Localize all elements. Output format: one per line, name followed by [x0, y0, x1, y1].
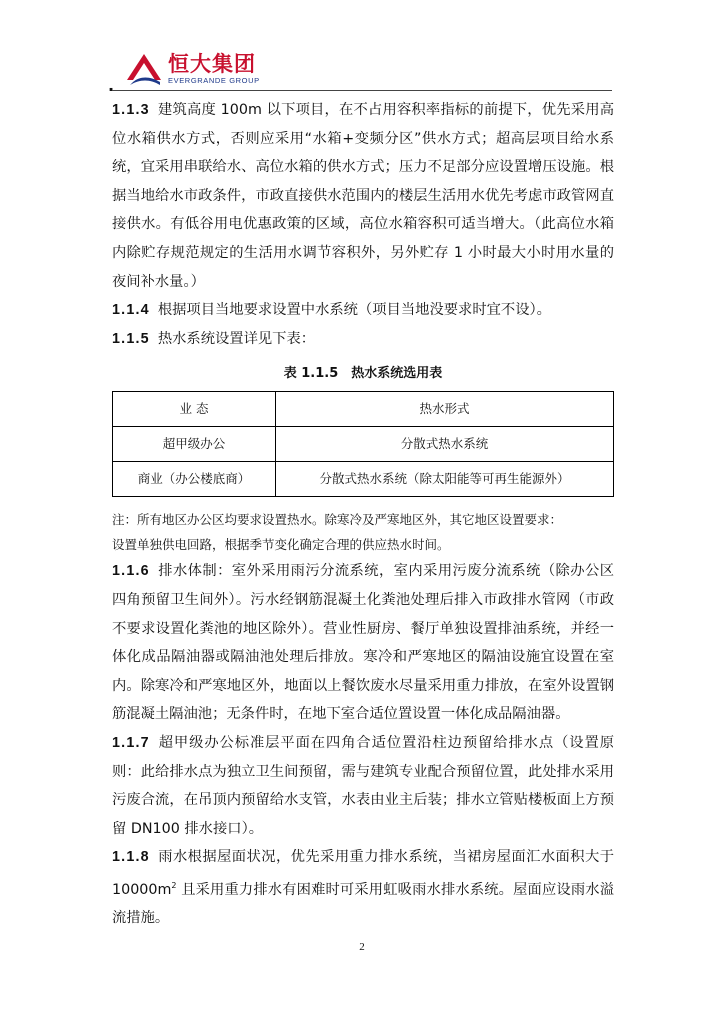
table-header-cell: 热水形式 [276, 392, 614, 427]
table-cell: 超甲级办公 [113, 427, 276, 462]
section-number: 1.1.4 [112, 302, 150, 319]
section-1-1-4 [112, 296, 614, 325]
table-title: 表 1.1.5 热水系统选用表 [283, 366, 443, 382]
logo-text [168, 52, 260, 85]
page-number: 2 [359, 941, 365, 953]
section-text: 根据项目当地要求设置中水系统（项目当地没要求时宜不设）。 [157, 302, 551, 319]
section-1-1-5 [112, 325, 614, 354]
page-header [108, 52, 260, 95]
section-1-1-8 [112, 843, 614, 933]
table-cell: 分散式热水系统 [276, 427, 614, 462]
table-header-cell: 业 态 [113, 392, 276, 427]
section-text: 雨水根据屋面状况，优先采用重力排水系统，当裙房屋面汇水面积大于 10000m [112, 849, 614, 898]
table-cell: 分散式热水系统（除太阳能等可再生能源外） [276, 462, 614, 497]
header-divider [112, 90, 612, 91]
table-row [113, 427, 614, 462]
section-1-1-7 [112, 729, 614, 843]
section-text-cont: 且采用重力排水有困难时可采用虹吸雨水排水系统。屋面应设雨水溢流措施。 [112, 881, 614, 927]
section-number: 1.1.5 [112, 330, 150, 347]
section-number: 1.1.3 [112, 102, 150, 118]
table-header-row [113, 392, 614, 427]
table-note [112, 507, 614, 557]
section-number: 1.1.8 [112, 849, 150, 866]
section-text: 建筑高度 100m 以下项目，在不占用容积率指标的前提下，优先采用高位水箱供水方式，否则应采用“水箱+变频分区”供水方式；超高层项目给水系统，宜采用串联给水、高位水箱的供水方式；压力不足部分应设置增压设施。根据当地给水市政条件，市政直接供水范围内的楼层生活用水优先考虑市政管网直接供水。有低谷用电优惠政策的区域，高位水箱容积可适当增大。（此高位水箱内除贮存规范规定的生活用水调节容积外，另外贮存 1 小时最大小时用水量的夜间补水量。） [112, 102, 614, 290]
section-text: 排水体制：室外采用雨污分流系统，室内采用污废分流系统（除办公区四角预留卫生间外）。污水经钢筋混凝土化粪池处理后排入市政排水管网（市政不要求设置化粪池的地区除外）。营业性厨房、餐厅单独设置排油系统，并经一体化成品隔油器或隔油池处理后排放。寒冷和严寒地区的隔油设施宜设置在室内。除寒冷和严寒地区外，地面以上餐饮废水尽量采用重力排放，在室外设置钢筋混凝土隔油池；无条件时，在地下室合适位置设置一体化成品隔油器。 [112, 563, 614, 723]
logo-chinese-name: 恒大集团 [168, 52, 256, 76]
hot-water-system-table [112, 391, 614, 497]
header-dot: . [108, 76, 115, 95]
section-text: 超甲级办公标准层平面在四角合适位置沿柱边预留给排水点（设置原则：此给排水点为独立卫生间预留，需与建筑专业配合预留位置，此处排水采用污废合流，在吊顶内预留给水支管，水表由业主后装；排水立管贴楼板面上方预留 DN100 排水接口）。 [112, 734, 614, 837]
document-body [112, 96, 614, 933]
table-cell: 商业（办公楼底商） [113, 462, 276, 497]
section-number: 1.1.7 [112, 734, 150, 751]
note-line-2: 设置单独供电回路，根据季节变化确定合理的供应热水时间。 [112, 537, 450, 553]
section-text: 热水系统设置详见下表： [157, 330, 316, 347]
section-1-1-3 [112, 96, 614, 296]
table-row [113, 462, 614, 497]
logo-english-name: EVERGRANDE GROUP [168, 76, 260, 85]
evergrande-logo-icon [124, 52, 164, 86]
section-number: 1.1.6 [112, 563, 150, 580]
section-1-1-6 [112, 557, 614, 729]
note-line-1: 注：所有地区办公区均要求设置热水。除寒冷及严寒地区外，其它地区设置要求： [112, 512, 563, 528]
superscript: 2 [171, 880, 177, 890]
